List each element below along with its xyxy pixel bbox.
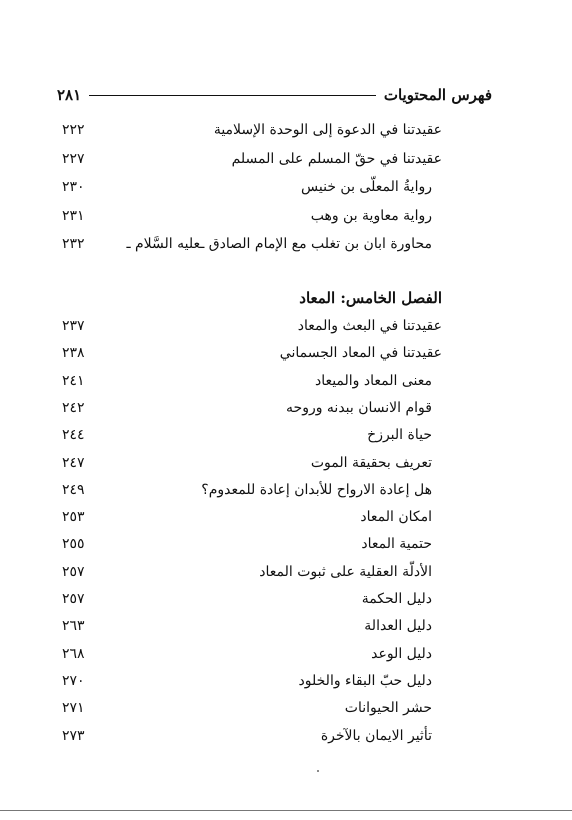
toc-entry [62,641,442,667]
toc-entry [62,422,442,448]
toc-entry-page: ٢٥٥ [62,536,85,553]
toc-entry [62,613,442,639]
toc-entry-title: عقيدتنا في المعاد الجسماني [279,345,442,362]
toc-entry-title: محاورة ابان بن تغلب مع الإمام الصادق ـعليه السَّلام ـ [126,236,432,252]
toc-entry [62,117,442,143]
toc-entry-title: هل إعادة الارواح للأبدان إعادة للمعدوم؟ [201,481,432,498]
toc-entry [62,313,442,339]
toc-entry-page: ٢٤٧ [62,454,85,471]
toc-entry [62,723,442,749]
header-page-number: ٢٨١ [57,86,82,104]
toc-entry-page: ٢٣٠ [62,179,85,195]
toc-entry-title: حتمية المعاد [361,536,432,553]
toc-entry-page: ٢٧٠ [62,672,85,689]
toc-entry-page: ٢٥٧ [62,563,85,580]
bottom-edge-rule [0,810,572,811]
toc-entry-page: ٢٧١ [62,700,85,717]
toc-entry-page: ٢٥٧ [62,591,85,607]
toc-entry [62,559,442,585]
toc-entry-title: دليل الوعد [371,645,432,662]
toc-entry-page: ٢٤٢ [62,399,85,416]
toc-entry-page: ٢٣١ [62,207,85,224]
toc-entry [62,450,442,476]
toc-entry-page: ٢٤٤ [62,427,85,444]
toc-entry-page: ٢٢٢ [62,122,85,138]
header-rule [89,95,376,96]
toc-entry [62,668,442,694]
toc-entry [62,231,442,257]
toc-entry [62,504,442,530]
toc-entry-page: ٢٧٣ [62,727,85,744]
toc-entry-page: ٢٤١ [62,372,85,389]
toc-entry-title: دليل العدالة [364,618,432,635]
toc-entry [62,368,442,394]
toc-entry-title: حياة البرزخ [367,427,432,444]
toc-entry-title: رواية معاوية بن وهب [310,207,432,224]
toc-entry-title: تأثير الايمان بالآخرة [320,727,432,744]
toc-entry [62,477,442,503]
toc-entry [62,203,442,229]
toc-entry-page: ٢٣٧ [62,318,85,334]
header-title: فهرس المحتويات [383,86,492,104]
toc-entry-page: ٢٥٣ [62,509,85,526]
toc-entry-page: ٢٦٣ [62,618,85,635]
chapter-heading: الفصل الخامس: المعاد [299,289,442,307]
toc-entry-title: عقيدتنا في الدعوة إلى الوحدة الإسلامية [213,122,442,138]
toc-entry [62,174,442,200]
toc-entry-page: ٢٢٧ [62,150,85,167]
toc-entry-page: ٢٣٢ [62,236,85,252]
toc-entry-title: امكان المعاد [360,509,432,526]
running-header [57,84,492,106]
print-speck [317,770,319,772]
toc-entry-title: دليل الحكمة [361,591,432,607]
toc-entry-title: عقيدتنا في حقّ المسلم على المسلم [231,150,442,167]
toc-entry-title: حشر الحيوانات [344,700,432,717]
toc-entry-title: دليل حبّ البقاء والخلود [298,672,432,689]
toc-entry [62,146,442,172]
toc-entry-page: ٢٤٩ [62,481,85,498]
toc-entry-title: روايةُ المعلّى بن خنيس [301,179,432,195]
toc-entry-title: قوام الانسان ببدنه وروحه [286,399,432,416]
toc-entry [62,531,442,557]
toc-entry-title: معنى المعاد والميعاد [314,372,432,389]
toc-entry [62,586,442,612]
toc-entry-title: الأدلّة العقلية على ثبوت المعاد [259,563,432,580]
toc-entry [62,695,442,721]
toc-entry-page: ٢٦٨ [62,645,85,662]
toc-entry-title: عقيدتنا في البعث والمعاد [297,318,442,334]
toc-entry [62,395,442,421]
toc-entry-page: ٢٣٨ [62,345,85,362]
toc-entry [62,340,442,366]
toc-entry-title: تعريف بحقيقة الموت [310,454,432,471]
